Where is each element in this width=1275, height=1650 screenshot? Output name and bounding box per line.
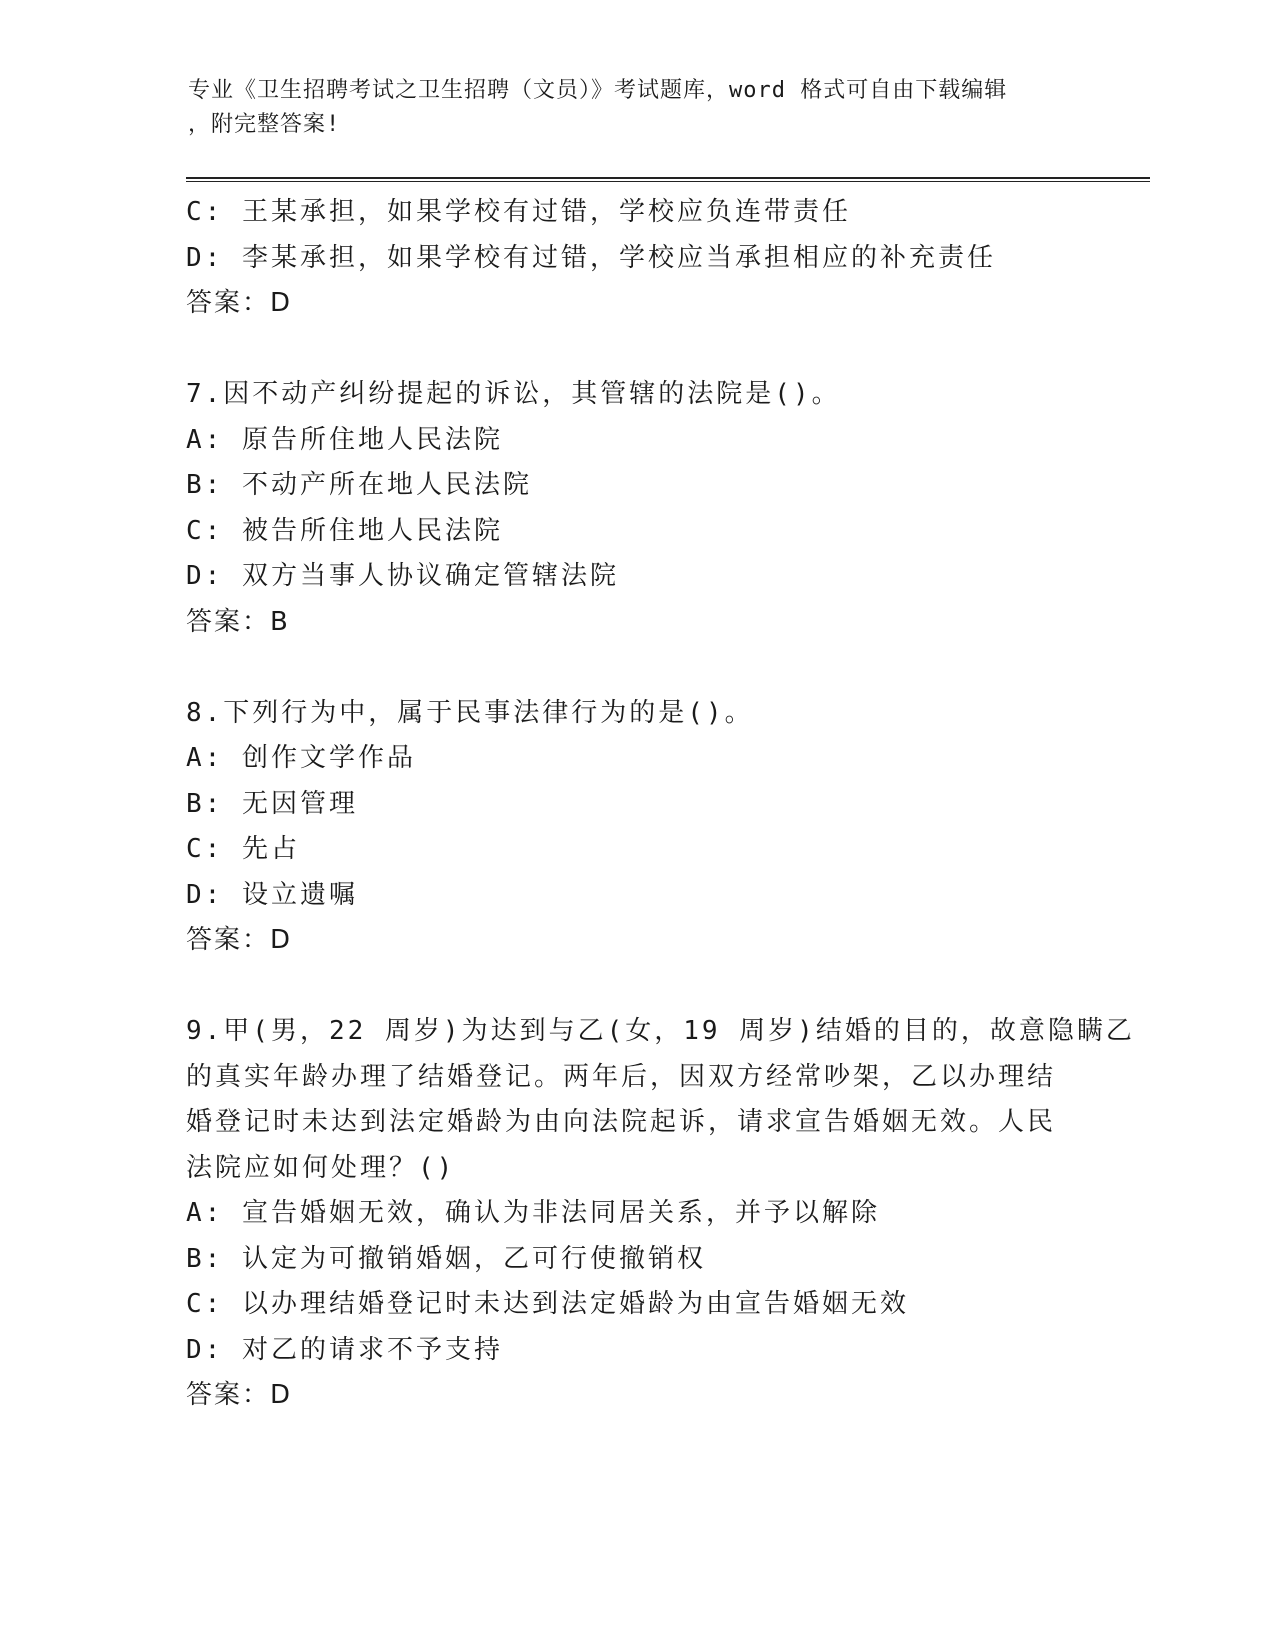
question-9: [186, 1009, 1135, 1419]
q9-option-b: B: 认定为可撤销婚姻，乙可行使撤销权: [186, 1243, 706, 1274]
spacer: [186, 327, 1086, 373]
spacer: [186, 964, 1086, 1010]
header-divider: [186, 177, 1150, 182]
q8-option-a: A: 创作文学作品: [186, 743, 416, 773]
q8-option-b: B: 无因管理: [186, 788, 358, 819]
q8-option-d: D: 设立遗嘱: [186, 879, 358, 910]
question-7: [186, 372, 1086, 645]
q7-option-c: C: 被告所住地人民法院: [186, 515, 503, 546]
q9-stem-line-4: 法院应如何处理？(): [186, 1152, 456, 1183]
q9-stem-line-3: 婚登记时未达到法定婚龄为由向法院起诉，请求宣告婚姻无效。人民: [186, 1107, 1057, 1137]
q6-option-c: C: 王某承担，如果学校有过错，学校应负连带责任: [186, 197, 851, 227]
q9-option-a: A: 宣告婚姻无效，确认为非法同居关系，并予以解除: [186, 1198, 880, 1228]
question-8: [186, 691, 1086, 964]
q6-answer: 答案：D: [186, 288, 293, 318]
q9-stem-line-2: 的真实年龄办理了结婚登记。两年后，因双方经常吵架，乙以办理结: [186, 1061, 1057, 1092]
q9-option-c: C: 以办理结婚登记时未达到法定婚龄为由宣告婚姻无效: [186, 1289, 909, 1319]
q6-option-d: D: 李某承担，如果学校有过错，学校应当承担相应的补充责任: [186, 242, 996, 273]
document-header: [188, 74, 1088, 142]
spacer: [186, 645, 1086, 691]
q7-stem: 7.因不动产纠纷提起的诉讼，其管辖的法院是()。: [186, 379, 841, 409]
q7-option-b: B: 不动产所在地人民法院: [186, 470, 532, 500]
q9-stem-line-1: 9.甲(男，22 周岁)为达到与乙(女，19 周岁)结婚的目的，故意隐瞒乙: [186, 1016, 1135, 1046]
document-body: [186, 190, 1135, 1419]
header-line-1: 专业《卫生招聘考试之卫生招聘（文员）》考试题库，word 格式可自由下载编辑: [188, 78, 1008, 103]
q8-stem: 8.下列行为中，属于民事法律行为的是()。: [186, 697, 754, 728]
q7-option-d: D: 双方当事人协议确定管辖法院: [186, 561, 619, 591]
q7-answer: 答案：B: [186, 606, 290, 637]
q7-option-a: A: 原告所住地人民法院: [186, 424, 503, 455]
header-line-2: ，附完整答案!: [188, 112, 341, 137]
q8-option-c: C: 先占: [186, 834, 300, 864]
q9-answer: 答案：D: [186, 1380, 293, 1410]
question-6-tail: [186, 190, 1086, 327]
q9-option-d: D: 对乙的请求不予支持: [186, 1334, 503, 1365]
q8-answer: 答案：D: [186, 925, 293, 955]
